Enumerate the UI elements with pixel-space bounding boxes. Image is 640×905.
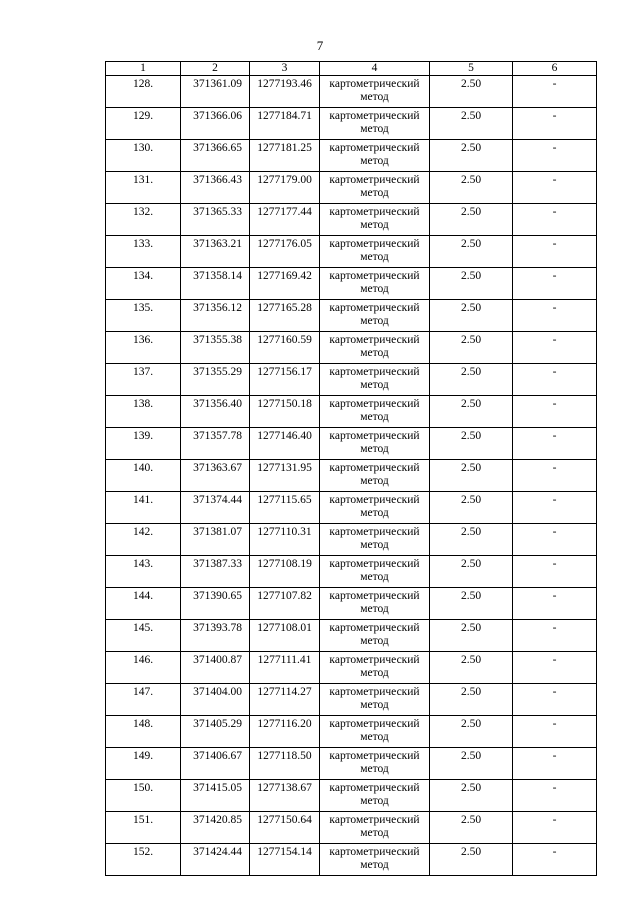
y-coordinate-cell: 1277115.65 bbox=[250, 492, 320, 524]
description-cell: - bbox=[513, 204, 597, 236]
method-cell: картометрический метод bbox=[320, 556, 430, 588]
point-number-cell: 131. bbox=[106, 172, 181, 204]
point-number-cell: 144. bbox=[106, 588, 181, 620]
table-row bbox=[106, 652, 597, 684]
coordinates-table bbox=[105, 61, 597, 876]
method-cell: картометрический метод bbox=[320, 812, 430, 844]
point-number-cell: 146. bbox=[106, 652, 181, 684]
accuracy-cell: 2.50 bbox=[430, 172, 513, 204]
y-coordinate-cell: 1277160.59 bbox=[250, 332, 320, 364]
x-coordinate-cell: 371374.44 bbox=[181, 492, 250, 524]
y-coordinate-cell: 1277176.05 bbox=[250, 236, 320, 268]
y-coordinate-cell: 1277114.27 bbox=[250, 684, 320, 716]
y-coordinate-cell: 1277193.46 bbox=[250, 76, 320, 108]
point-number-cell: 137. bbox=[106, 364, 181, 396]
point-number-cell: 140. bbox=[106, 460, 181, 492]
table-row bbox=[106, 716, 597, 748]
accuracy-cell: 2.50 bbox=[430, 140, 513, 172]
point-number-cell: 151. bbox=[106, 812, 181, 844]
x-coordinate-cell: 371363.67 bbox=[181, 460, 250, 492]
column-header: 3 bbox=[250, 62, 320, 76]
description-cell: - bbox=[513, 556, 597, 588]
page-number: 7 bbox=[316, 38, 324, 53]
method-cell: картометрический метод bbox=[320, 588, 430, 620]
y-coordinate-cell: 1277184.71 bbox=[250, 108, 320, 140]
point-number-cell: 142. bbox=[106, 524, 181, 556]
point-number-cell: 134. bbox=[106, 268, 181, 300]
description-cell: - bbox=[513, 812, 597, 844]
accuracy-cell: 2.50 bbox=[430, 236, 513, 268]
point-number-cell: 145. bbox=[106, 620, 181, 652]
method-cell: картометрический метод bbox=[320, 236, 430, 268]
table-header-row bbox=[106, 62, 597, 76]
point-number-cell: 143. bbox=[106, 556, 181, 588]
accuracy-cell: 2.50 bbox=[430, 332, 513, 364]
description-cell: - bbox=[513, 716, 597, 748]
accuracy-cell: 2.50 bbox=[430, 748, 513, 780]
description-cell: - bbox=[513, 684, 597, 716]
accuracy-cell: 2.50 bbox=[430, 812, 513, 844]
method-cell: картометрический метод bbox=[320, 684, 430, 716]
table-row bbox=[106, 844, 597, 876]
y-coordinate-cell: 1277156.17 bbox=[250, 364, 320, 396]
method-cell: картометрический метод bbox=[320, 76, 430, 108]
x-coordinate-cell: 371415.05 bbox=[181, 780, 250, 812]
point-number-cell: 132. bbox=[106, 204, 181, 236]
x-coordinate-cell: 371406.67 bbox=[181, 748, 250, 780]
x-coordinate-cell: 371400.87 bbox=[181, 652, 250, 684]
description-cell: - bbox=[513, 588, 597, 620]
method-cell: картометрический метод bbox=[320, 524, 430, 556]
x-coordinate-cell: 371355.38 bbox=[181, 332, 250, 364]
y-coordinate-cell: 1277146.40 bbox=[250, 428, 320, 460]
table-row bbox=[106, 684, 597, 716]
y-coordinate-cell: 1277107.82 bbox=[250, 588, 320, 620]
description-cell: - bbox=[513, 492, 597, 524]
point-number-cell: 130. bbox=[106, 140, 181, 172]
description-cell: - bbox=[513, 76, 597, 108]
column-header: 4 bbox=[320, 62, 430, 76]
method-cell: картометрический метод bbox=[320, 300, 430, 332]
column-header: 6 bbox=[513, 62, 597, 76]
table-row bbox=[106, 812, 597, 844]
point-number-cell: 135. bbox=[106, 300, 181, 332]
table-row bbox=[106, 268, 597, 300]
method-cell: картометрический метод bbox=[320, 780, 430, 812]
description-cell: - bbox=[513, 236, 597, 268]
description-cell: - bbox=[513, 620, 597, 652]
y-coordinate-cell: 1277169.42 bbox=[250, 268, 320, 300]
method-cell: картометрический метод bbox=[320, 716, 430, 748]
x-coordinate-cell: 371355.29 bbox=[181, 364, 250, 396]
y-coordinate-cell: 1277154.14 bbox=[250, 844, 320, 876]
description-cell: - bbox=[513, 172, 597, 204]
y-coordinate-cell: 1277179.00 bbox=[250, 172, 320, 204]
method-cell: картометрический метод bbox=[320, 108, 430, 140]
method-cell: картометрический метод bbox=[320, 396, 430, 428]
accuracy-cell: 2.50 bbox=[430, 844, 513, 876]
method-cell: картометрический метод bbox=[320, 844, 430, 876]
table-row bbox=[106, 108, 597, 140]
accuracy-cell: 2.50 bbox=[430, 492, 513, 524]
y-coordinate-cell: 1277108.01 bbox=[250, 620, 320, 652]
description-cell: - bbox=[513, 460, 597, 492]
x-coordinate-cell: 371390.65 bbox=[181, 588, 250, 620]
y-coordinate-cell: 1277111.41 bbox=[250, 652, 320, 684]
accuracy-cell: 2.50 bbox=[430, 268, 513, 300]
point-number-cell: 129. bbox=[106, 108, 181, 140]
x-coordinate-cell: 371393.78 bbox=[181, 620, 250, 652]
method-cell: картометрический метод bbox=[320, 140, 430, 172]
table-row bbox=[106, 556, 597, 588]
y-coordinate-cell: 1277118.50 bbox=[250, 748, 320, 780]
accuracy-cell: 2.50 bbox=[430, 300, 513, 332]
y-coordinate-cell: 1277165.28 bbox=[250, 300, 320, 332]
description-cell: - bbox=[513, 524, 597, 556]
y-coordinate-cell: 1277150.64 bbox=[250, 812, 320, 844]
point-number-cell: 147. bbox=[106, 684, 181, 716]
table-row bbox=[106, 140, 597, 172]
method-cell: картометрический метод bbox=[320, 204, 430, 236]
accuracy-cell: 2.50 bbox=[430, 108, 513, 140]
y-coordinate-cell: 1277177.44 bbox=[250, 204, 320, 236]
point-number-cell: 139. bbox=[106, 428, 181, 460]
accuracy-cell: 2.50 bbox=[430, 460, 513, 492]
y-coordinate-cell: 1277110.31 bbox=[250, 524, 320, 556]
y-coordinate-cell: 1277131.95 bbox=[250, 460, 320, 492]
table-row bbox=[106, 428, 597, 460]
method-cell: картометрический метод bbox=[320, 268, 430, 300]
method-cell: картометрический метод bbox=[320, 620, 430, 652]
table-body bbox=[106, 76, 597, 876]
x-coordinate-cell: 371381.07 bbox=[181, 524, 250, 556]
accuracy-cell: 2.50 bbox=[430, 204, 513, 236]
method-cell: картометрический метод bbox=[320, 492, 430, 524]
x-coordinate-cell: 371363.21 bbox=[181, 236, 250, 268]
point-number-cell: 138. bbox=[106, 396, 181, 428]
table-row bbox=[106, 492, 597, 524]
method-cell: картометрический метод bbox=[320, 460, 430, 492]
table-row bbox=[106, 588, 597, 620]
accuracy-cell: 2.50 bbox=[430, 396, 513, 428]
table-row bbox=[106, 364, 597, 396]
point-number-cell: 136. bbox=[106, 332, 181, 364]
point-number-cell: 150. bbox=[106, 780, 181, 812]
description-cell: - bbox=[513, 140, 597, 172]
x-coordinate-cell: 371357.78 bbox=[181, 428, 250, 460]
description-cell: - bbox=[513, 428, 597, 460]
accuracy-cell: 2.50 bbox=[430, 76, 513, 108]
table-row bbox=[106, 76, 597, 108]
table-row bbox=[106, 780, 597, 812]
method-cell: картометрический метод bbox=[320, 748, 430, 780]
y-coordinate-cell: 1277181.25 bbox=[250, 140, 320, 172]
y-coordinate-cell: 1277116.20 bbox=[250, 716, 320, 748]
method-cell: картометрический метод bbox=[320, 172, 430, 204]
x-coordinate-cell: 371405.29 bbox=[181, 716, 250, 748]
column-header: 1 bbox=[106, 62, 181, 76]
table-row bbox=[106, 460, 597, 492]
accuracy-cell: 2.50 bbox=[430, 556, 513, 588]
point-number-cell: 149. bbox=[106, 748, 181, 780]
x-coordinate-cell: 371404.00 bbox=[181, 684, 250, 716]
accuracy-cell: 2.50 bbox=[430, 684, 513, 716]
table-row bbox=[106, 332, 597, 364]
x-coordinate-cell: 371387.33 bbox=[181, 556, 250, 588]
table-row bbox=[106, 236, 597, 268]
point-number-cell: 148. bbox=[106, 716, 181, 748]
x-coordinate-cell: 371366.65 bbox=[181, 140, 250, 172]
method-cell: картометрический метод bbox=[320, 428, 430, 460]
x-coordinate-cell: 371366.43 bbox=[181, 172, 250, 204]
table-row bbox=[106, 620, 597, 652]
point-number-cell: 128. bbox=[106, 76, 181, 108]
y-coordinate-cell: 1277138.67 bbox=[250, 780, 320, 812]
point-number-cell: 133. bbox=[106, 236, 181, 268]
table-row bbox=[106, 204, 597, 236]
accuracy-cell: 2.50 bbox=[430, 428, 513, 460]
x-coordinate-cell: 371361.09 bbox=[181, 76, 250, 108]
description-cell: - bbox=[513, 108, 597, 140]
table-row bbox=[106, 748, 597, 780]
y-coordinate-cell: 1277108.19 bbox=[250, 556, 320, 588]
description-cell: - bbox=[513, 652, 597, 684]
y-coordinate-cell: 1277150.18 bbox=[250, 396, 320, 428]
accuracy-cell: 2.50 bbox=[430, 716, 513, 748]
accuracy-cell: 2.50 bbox=[430, 620, 513, 652]
x-coordinate-cell: 371366.06 bbox=[181, 108, 250, 140]
accuracy-cell: 2.50 bbox=[430, 780, 513, 812]
x-coordinate-cell: 371420.85 bbox=[181, 812, 250, 844]
x-coordinate-cell: 371358.14 bbox=[181, 268, 250, 300]
accuracy-cell: 2.50 bbox=[430, 364, 513, 396]
table-row bbox=[106, 396, 597, 428]
description-cell: - bbox=[513, 748, 597, 780]
description-cell: - bbox=[513, 332, 597, 364]
method-cell: картометрический метод bbox=[320, 364, 430, 396]
description-cell: - bbox=[513, 844, 597, 876]
table-row bbox=[106, 172, 597, 204]
method-cell: картометрический метод bbox=[320, 332, 430, 364]
x-coordinate-cell: 371356.40 bbox=[181, 396, 250, 428]
point-number-cell: 141. bbox=[106, 492, 181, 524]
accuracy-cell: 2.50 bbox=[430, 652, 513, 684]
x-coordinate-cell: 371356.12 bbox=[181, 300, 250, 332]
table-row bbox=[106, 300, 597, 332]
x-coordinate-cell: 371365.33 bbox=[181, 204, 250, 236]
accuracy-cell: 2.50 bbox=[430, 588, 513, 620]
description-cell: - bbox=[513, 268, 597, 300]
x-coordinate-cell: 371424.44 bbox=[181, 844, 250, 876]
method-cell: картометрический метод bbox=[320, 652, 430, 684]
accuracy-cell: 2.50 bbox=[430, 524, 513, 556]
description-cell: - bbox=[513, 780, 597, 812]
column-header: 2 bbox=[181, 62, 250, 76]
description-cell: - bbox=[513, 300, 597, 332]
point-number-cell: 152. bbox=[106, 844, 181, 876]
column-header: 5 bbox=[430, 62, 513, 76]
table-row bbox=[106, 524, 597, 556]
description-cell: - bbox=[513, 396, 597, 428]
description-cell: - bbox=[513, 364, 597, 396]
